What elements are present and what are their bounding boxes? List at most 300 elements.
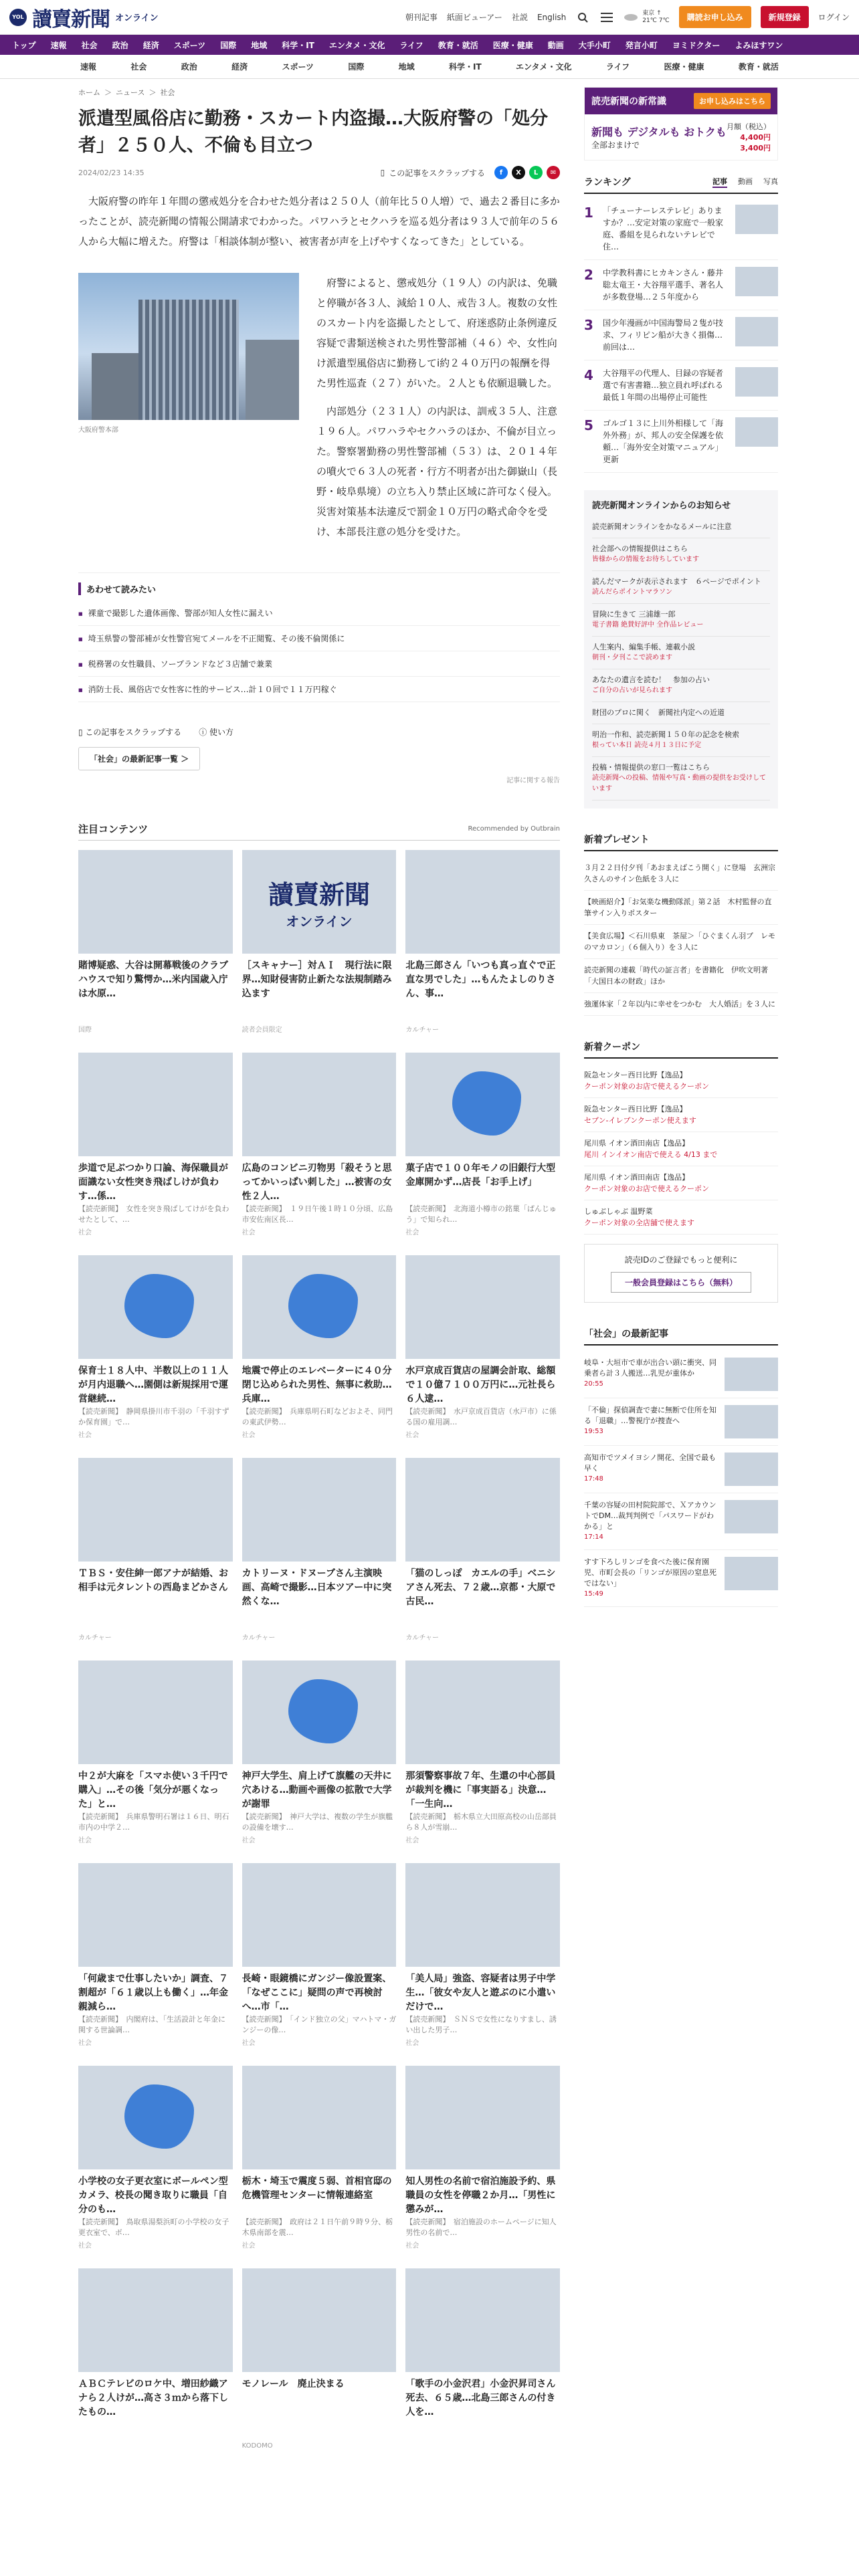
featured-card-snippet: 【読売新聞】 ＳＮＳで女性になりすまし、誘い出した男子… (405, 2015, 557, 2034)
latest-news-thumbnail (725, 1500, 778, 1533)
society-latest-button[interactable]: 「社会」の最新記事一覧 ＞ (78, 747, 200, 770)
promo-price1: 4,400円 (740, 133, 771, 142)
main-column (78, 87, 560, 2450)
featured-card-category: 社会 (78, 2242, 92, 2250)
outbrain-label[interactable]: Recommended by Outbrain (468, 825, 560, 833)
featured-card-thumbnail (78, 850, 233, 954)
nav-secondary-item[interactable]: 社会 (130, 62, 147, 72)
featured-card-category: カルチャー (78, 1634, 112, 1642)
coupon-item[interactable]: 阪急センター西日比野【逸品】 セブン-イレブンクーポン使えます (584, 1098, 778, 1132)
featured-card-title[interactable]: ＡＢＣテレビのロケ中、増田紗織アナら２人けが…高さ３ｍから落下したもの… (78, 2379, 228, 2418)
notice-item-sub: ご自分の占いが見られます (592, 687, 672, 694)
ranking-number: 1 (584, 205, 593, 221)
featured-card-category: 社会 (242, 2040, 256, 2047)
featured-card-thumbnail (242, 2268, 397, 2372)
featured-card[interactable] (242, 1660, 397, 1844)
primary-nav (0, 35, 859, 55)
featured-card-snippet: 【読売新聞】 政府は２１日午前９時９分、栃木県南部を震… (242, 2218, 393, 2237)
latest-news-time: 17:14 (584, 1533, 603, 1541)
logo-thumbnail-title: 讀賣新聞 (268, 879, 370, 909)
notice-item[interactable]: 明治一作和、読売新聞１５０年の記念を検索 根ってい本日 読売４月１３日に予定 (592, 724, 770, 757)
featured-card-snippet: 【読売新聞】 神戸大学は、複数の学生が旗艦の設備を壊す… (242, 1812, 393, 1832)
link-morning-paper[interactable]: 朝刊記事 (405, 13, 438, 22)
coupon-item-sub: セブン-イレブンクーポン使えます (584, 1116, 696, 1125)
nav-primary-item[interactable]: 社会 (81, 40, 98, 50)
top-bar (0, 0, 859, 35)
notice-heading: 読売新聞オンラインからのお知らせ (592, 501, 731, 511)
nav-primary-item[interactable]: 政治 (112, 40, 128, 50)
featured-card-thumbnail (242, 1458, 397, 1562)
featured-card-title[interactable]: 「美人局」強盗、容疑者は男子中学生…「彼女や友人と遊ぶのに小遣いだけで… (405, 1973, 556, 2012)
featured-card-category: 社会 (405, 2242, 419, 2250)
ranking-number: 4 (584, 367, 593, 383)
ranking-number: 3 (584, 317, 593, 333)
featured-card[interactable] (78, 2066, 233, 2250)
nav-primary-item[interactable]: 大手小町 (578, 40, 611, 50)
breadcrumb: ホーム ＞ ニュース ＞ 社会 (78, 88, 175, 97)
notice-item-sub: 皆様からの情報をお待ちしています (592, 556, 699, 563)
featured-card-category: 社会 (242, 1432, 256, 1439)
ranking-number: 2 (584, 267, 593, 283)
tab-ranking-articles[interactable]: 記事 (712, 176, 727, 188)
nav-secondary-item[interactable]: スポーツ (282, 62, 314, 72)
featured-card-title[interactable]: 長崎・眼鏡橋にガンジー像設置案、「なぜここに」疑問の声で再検討へ…市「… (242, 1973, 392, 2012)
featured-card-snippet: 【読売新聞】 静岡県掛川市千羽の「千羽すずか保育園」で… (78, 1407, 229, 1426)
featured-card[interactable] (242, 1458, 397, 1642)
notice-item[interactable]: 読売新聞オンラインをかなるメールに注意 (592, 516, 770, 538)
ranking-item[interactable] (584, 198, 778, 260)
nav-secondary-item[interactable]: エンタメ・文化 (516, 62, 572, 72)
featured-card-snippet: 【読売新聞】 兵庫県警明石署は１６日、明石市内の中学２… (78, 1812, 229, 1832)
latest-news-item[interactable] (584, 1446, 778, 1493)
gift-item[interactable]: ３月２２日付夕刊「あおまえばこう開く」に登場 玄洲宗久さんのサイン色紙を３人に (584, 857, 778, 891)
subscribe-button[interactable]: 購読お申し込み (679, 6, 751, 28)
weather-widget[interactable] (624, 10, 669, 25)
latest-news-text: 高知市でツメイヨシノ開花、全国で最も早く 17:48 (584, 1453, 719, 1486)
featured-card-thumbnail (405, 2268, 560, 2372)
featured-card-thumbnail (242, 1660, 397, 1764)
mail-icon[interactable]: ✉ (547, 166, 560, 179)
link-viewer[interactable]: 紙面ビューアー (446, 13, 502, 22)
nav-primary-item[interactable]: 国際 (220, 40, 237, 50)
featured-card-title[interactable]: 小学校の女子更衣室にボールペン型カメラ、校長の聞き取りに職員「自分のも… (78, 2176, 228, 2215)
featured-card-category: カルチャー (405, 1634, 440, 1642)
featured-card-thumbnail (405, 850, 560, 954)
featured-card-title[interactable]: ［スキャナー］対ＡＩ 現行法に限界…知財侵害防止新たな法規制踏み込ます (242, 960, 392, 999)
featured-card[interactable] (405, 1255, 560, 1439)
menu-icon[interactable] (599, 10, 614, 25)
nav-secondary-item[interactable]: 速報 (80, 62, 97, 72)
featured-card-title[interactable]: 保育士１８人中、半数以上の１１人が月内退職へ…園側は新規採用で運営継続… (78, 1366, 228, 1404)
featured-card[interactable] (405, 1458, 560, 1642)
featured-card[interactable] (405, 850, 560, 1034)
promo-price2: 3,400円 (740, 144, 771, 152)
latest-news-item[interactable] (584, 1398, 778, 1446)
nav-secondary-item[interactable]: 教育・就活 (738, 62, 779, 72)
sidebar (584, 87, 778, 2450)
register-text: 読売IDのご登録でもっと便利に (624, 1255, 738, 1265)
featured-card[interactable] (405, 1863, 560, 2047)
related-article-link[interactable]: ■ 埼玉県警の警部補が女性警官宛てメールを不正閲覧、その後不倫関係に (78, 626, 560, 651)
featured-card-thumbnail (242, 850, 397, 954)
featured-card-snippet (78, 1609, 233, 1630)
coupon-item[interactable]: 阪急センター西日比野【逸品】 クーポン対象のお店で使えるクーポン (584, 1064, 778, 1098)
featured-card[interactable] (405, 2066, 560, 2250)
featured-card-snippet: 【読売新聞】 １９日午後１時１０分頃、広島市安佐南区長… (242, 1204, 393, 1224)
breadcrumb-society[interactable]: 社会 (160, 88, 175, 97)
featured-card-thumbnail (405, 1053, 560, 1156)
promo-price-label: 月額（税込） (727, 122, 771, 131)
bookmark-icon: ▯ (380, 168, 385, 177)
promo-title: 読売新聞の新常識 (591, 96, 666, 107)
ranking-item[interactable] (584, 310, 778, 360)
featured-card-category: 社会 (405, 1432, 419, 1439)
gifts-heading: 新着プレゼント (584, 833, 778, 851)
featured-card-snippet (242, 1001, 397, 1023)
ranking-thumbnail (735, 317, 778, 346)
featured-card-category: 社会 (242, 1837, 256, 1844)
nav-primary-item[interactable]: 地域 (251, 40, 268, 50)
featured-card-thumbnail (405, 2066, 560, 2169)
featured-card[interactable] (78, 1053, 233, 1237)
ranking-item[interactable] (584, 411, 778, 473)
promo-line2: 全部おまけで (591, 140, 640, 150)
featured-card-snippet (405, 1609, 560, 1630)
featured-card-category: 社会 (405, 1837, 419, 1844)
featured-card-thumbnail (242, 1255, 397, 1359)
notice-item-sub: 根ってい本日 読売４月１３日に予定 (592, 742, 702, 749)
latest-news-text: 千葉の容疑の田村院院部で、ＸアカウントでDM…裁判判例で「パスワードがわかる」と 17:14 (584, 1500, 719, 1543)
line-icon[interactable]: L (529, 166, 543, 179)
scrap-label: この記事をスクラップする (389, 168, 485, 178)
share-buttons (494, 166, 560, 179)
featured-heading: 注目コンテンツ (78, 823, 149, 835)
featured-card-category: 社会 (242, 2242, 256, 2250)
nav-primary-item[interactable]: ライフ (399, 40, 423, 50)
article-paragraph: 府警によると、懲戒処分（１９人）の内訳は、免職と停職が各３人、減給１０人、戒告３人。複数の女性のスカート内を盗撮したとして、府迷惑防止条例違反容疑で書類送検された男性警部補（４６）や、女性向け派遣型風俗店に勤務してⅰ約２４０万円の報酬を得た男性巡査（２７）がいた。２人とも依願退職した。 (316, 277, 558, 389)
featured-card-snippet: 【読売新聞】 栃木県立大田原高校の山岳部員ら８人が雪崩… (405, 1812, 557, 1832)
featured-card[interactable] (242, 1255, 397, 1439)
featured-card-title[interactable]: 北島三郎さん「いつも真っ直ぐで正直な男でした」…もんたよしのりさん、事… (405, 960, 556, 999)
featured-card-title[interactable]: 歩道で足ぶつかり口論、海保職員が面識ない女性突き飛ばしけが負わす…係… (78, 1163, 228, 1202)
article-meta (78, 166, 560, 179)
featured-card-snippet: 【読売新聞】 兵庫県明石町などおよそ、同門の東武伊勢… (242, 1407, 393, 1426)
featured-card-title[interactable]: 神戸大学生、肩上げて旗艦の天井に穴あける…動画や画像の拡散で大学が謝罪 (242, 1771, 392, 1810)
featured-card-snippet (405, 1001, 560, 1023)
society-latest-label: 「社会」の最新記事一覧 (90, 754, 179, 764)
link-english[interactable]: English (537, 12, 567, 22)
photo-caption: 大阪府警本部 (78, 427, 118, 434)
featured-card-category: 社会 (78, 1432, 92, 1439)
coupon-item-sub: クーポン対象の全店舗で使えます (584, 1218, 694, 1227)
article-lead: 大阪府警の昨年１年間の懲戒処分を合わせた処分者は２５０人（前年比５０人増）で、過去２番目に多かったことが、読売新聞の情報公開請求でわかった。パワハラとセクハラを巡る処分者は９３人で前年の５６人から大幅に増えた。府警は「相談体制が整い、被害者が声を上げやすくなってきた」としている。 (78, 195, 560, 247)
breadcrumb-news[interactable]: ニュース (116, 88, 145, 97)
scrap-button[interactable] (381, 167, 485, 179)
featured-card-snippet: 【読売新聞】 女性を突き飛ばしてけがを負わせたとして、… (78, 1204, 229, 1224)
latest-news-thumbnail (725, 1405, 778, 1438)
notice-item[interactable]: 読んだマークが表示されます ６ページでポイント 読んだらポイントマラソン (592, 571, 770, 604)
article-photo[interactable] (78, 273, 299, 550)
ranking-number: 5 (584, 417, 593, 433)
nav-primary-item[interactable]: ヨミドクター (672, 40, 721, 50)
ranking-header (584, 175, 778, 194)
featured-card-title[interactable]: 栃木・埼玉で震度５弱、首相官邸の危機管理センターに情報連絡室 (242, 2176, 392, 2201)
related-article-link[interactable]: ■ 消防士長、風俗店で女性客に性的サービス…計１０回で１１万円稼ぐ (78, 677, 560, 702)
notice-item-sub: 読売新聞への投稿、情報や写真・動画の提供をお受けしています (592, 774, 766, 792)
featured-card-thumbnail (78, 1660, 233, 1764)
article-date: 2024/02/23 14:35 (78, 168, 145, 177)
logo-thumbnail-sub: オンライン (286, 913, 353, 930)
ranking-title: ゴルゴ１３に上川外相様して「海外外務」が、邦人の安全保護を依頼…「海外安全対策マニュアル」更新 (603, 419, 724, 464)
nav-primary-item[interactable]: 発言小町 (625, 40, 658, 50)
gift-item[interactable]: 【美食広場】＜石川県東 茶屋＞「ひぐまくん羽ブ レモのマカロン」（６個入り）を３人に (584, 925, 778, 959)
latest-news-item[interactable] (584, 1351, 778, 1398)
featured-card[interactable] (242, 2268, 397, 2450)
nav-secondary-item[interactable]: 国際 (348, 62, 365, 72)
featured-card[interactable] (78, 850, 233, 1034)
report-label: 記事に関する報告 (506, 777, 560, 784)
coupon-item-sub: クーポン対象のお店で使えるクーポン (584, 1082, 709, 1091)
ranking-thumbnail (735, 367, 778, 397)
featured-card-category: カルチャー (405, 1027, 440, 1034)
nav-secondary-item[interactable]: ライフ (605, 62, 630, 72)
latest-news-time: 17:48 (584, 1475, 603, 1483)
promo-badge[interactable]: お申し込みはこちら (694, 93, 771, 109)
register-box (584, 1244, 778, 1303)
featured-card-snippet: 【読売新聞】 内閣府は、「生活設計と年金に関する世論調… (78, 2015, 225, 2034)
nav-primary-item[interactable]: スポーツ (173, 40, 206, 50)
site-logo-sub: オンライン (115, 13, 159, 23)
coupon-item[interactable]: 尾川県 イオン酒田南店【逸品】 尾川 インイオン南店で使える 4/13 まで (584, 1132, 778, 1166)
subscription-promo[interactable] (584, 87, 778, 160)
weather-city: 東京 ↑ (642, 9, 662, 17)
nav-primary-item[interactable]: よみほすワン (735, 40, 783, 50)
article-paragraph: 内部処分（２３１人）の内訳は、訓戒３５人、注意１９６人。パワハラやセクハラのほか、不倫が目立った。警察署勤務の男性警部補（５３）は、２０１４年の噴火で６３人の死者・行方不明者が出た御嶽山（長野・岐阜県境）の立ち入り禁止区域に許可なく侵入。災害対策基本法違反で罰金１０万円の略式命令を受け、本部長注意の処分を受けた。 (316, 405, 558, 538)
featured-card-snippet: 【読売新聞】 北海道小樽市の銘菓「ぱんじゅう」で知られ… (405, 1204, 557, 1224)
related-article-link[interactable]: ■ 税務署の女性職員、ソープランドなど３店舗で兼業 (78, 651, 560, 677)
promo-line1: 新聞も デジタルも おトクも (591, 126, 727, 138)
latest-news-item[interactable] (584, 1550, 778, 1607)
site-badge-logo[interactable]: YOL (9, 9, 27, 26)
featured-card[interactable] (242, 850, 397, 1034)
featured-card-thumbnail (405, 1660, 560, 1764)
gift-item[interactable]: 【映画紹介】「お気楽な機動隊派」第２話 木村監督の直筆サイン入りポスター (584, 891, 778, 925)
featured-card-snippet (242, 1609, 397, 1630)
ranking-thumbnail (735, 417, 778, 447)
report-link[interactable] (78, 774, 560, 784)
featured-card-category: 社会 (405, 1229, 419, 1237)
new-register-button[interactable]: 新規登録 (761, 6, 809, 28)
login-link[interactable]: ログイン (818, 13, 850, 22)
featured-card-snippet: 【読売新聞】 鳥取県湯梨浜町の小学校の女子更衣室で、ボ… (78, 2218, 229, 2237)
featured-card[interactable] (78, 2268, 233, 2450)
featured-card-thumbnail (405, 1255, 560, 1359)
featured-card-thumbnail (242, 1053, 397, 1156)
featured-card[interactable] (78, 1458, 233, 1642)
featured-card-title[interactable]: モノレール 廃止決まる (242, 2379, 345, 2389)
nav-secondary-item[interactable]: 科学・IT (449, 62, 482, 72)
featured-card-thumbnail (78, 1255, 233, 1359)
latest-news-text: 「不倫」探偵調査で妻に無断で住所を知る「退職」…警視庁が捜査へ 19:53 (584, 1405, 719, 1438)
featured-card[interactable] (405, 1053, 560, 1237)
nav-primary-item[interactable]: 動画 (547, 40, 564, 50)
featured-card-thumbnail (78, 1863, 233, 1967)
featured-card-category: 社会 (78, 1229, 92, 1237)
featured-card[interactable] (78, 1863, 233, 2047)
featured-card-category: 社会 (78, 2040, 92, 2047)
latest-news-text: すす下ろしリンゴを食べた後に保育園児、市町会長の「リンゴが原因の窒息死ではない」 15:49 (584, 1557, 719, 1600)
scrap-bottom-button[interactable]: ▯ この記事をスクラップする (78, 728, 182, 737)
latest-news-thumbnail (725, 1453, 778, 1486)
latest-news-time: 20:55 (584, 1380, 603, 1388)
featured-card-title[interactable]: カトリーヌ・ドヌーブさん主演映画、高崎で撮影…日本ツアー中に突然くな… (242, 1568, 392, 1607)
featured-card-snippet: 【読売新聞】 「インド独立の父」マハトマ・ガンジーの像… (242, 2015, 397, 2034)
tab-ranking-videos[interactable]: 動画 (738, 177, 753, 186)
ranking-item[interactable] (584, 360, 778, 411)
nav-secondary-item[interactable]: 医療・健康 (664, 62, 704, 72)
x-icon[interactable]: X (512, 166, 525, 179)
featured-card-category: KODOMO (242, 2442, 273, 2450)
ranking-item[interactable] (584, 260, 778, 310)
howto-link[interactable]: ⓘ 使い方 (199, 728, 234, 737)
tab-ranking-photos[interactable]: 写真 (763, 177, 778, 186)
latest-news-thumbnail (725, 1358, 778, 1391)
link-editorial[interactable]: 社説 (511, 13, 528, 22)
coupon-item[interactable]: 尾川県 イオン酒田南店【逸品】 クーポン対象のお店で使えるクーポン (584, 1166, 778, 1200)
featured-card-title[interactable]: 広島のコンビニ刃物男「殺そうと思ってかいっぱい刺した」…被害の女性２人… (242, 1163, 392, 1202)
nav-primary-item[interactable]: エンタメ・文化 (328, 40, 385, 50)
notice-box (584, 490, 778, 809)
cloud-icon (624, 11, 638, 23)
featured-card[interactable] (405, 2268, 560, 2450)
ranking-heading: ランキング (584, 177, 631, 188)
ranking-title: 「チューナーレステレビ」ありますか？…安定対策の家庭で一般家庭、番組を見られないテレビで住… (603, 206, 724, 251)
coupons-section (584, 1040, 778, 1303)
notice-item[interactable]: 冒険に生きて 三浦雄一郎 電子書籍 絶賛好評中 全作品レビュー (592, 604, 770, 637)
howto-label: 使い方 (209, 728, 234, 737)
featured-card[interactable] (242, 2066, 397, 2250)
coupon-item[interactable]: しゅぶしゃぶ 温野菜 クーポン対象の全店舗で使えます (584, 1200, 778, 1235)
featured-card[interactable] (405, 1660, 560, 1844)
nav-secondary-item[interactable]: 政治 (181, 62, 197, 72)
featured-card-title[interactable]: 水戸京成百貨店の屋調会計取、総額で１０億７１００万円に…元社長ら６人逮… (405, 1366, 556, 1404)
latest-news-time: 15:49 (584, 1590, 603, 1598)
secondary-nav (0, 55, 859, 79)
featured-card[interactable] (78, 1255, 233, 1439)
related-articles (78, 572, 560, 702)
featured-card-category: カルチャー (242, 1634, 276, 1642)
notice-item[interactable]: 財団のプロに関く 新聞社内定への近道 (592, 702, 770, 724)
featured-header (78, 822, 560, 841)
featured-card-thumbnail (405, 1863, 560, 1967)
notice-item[interactable]: 投稿・情報提供の窓口一覧はこちら 読売新聞への投稿、情報や写真・動画の提供をお受けしています (592, 757, 770, 800)
article-actions (78, 726, 560, 738)
featured-card-category: 国際 (78, 1027, 92, 1034)
featured-card-snippet: 【読売新聞】 水戸京成百貨店（水戸市）に係る国の雇用調… (405, 1407, 557, 1426)
notice-item[interactable]: あなたの遺言を読む！ 参加の占い ご自分の占いが見られます (592, 669, 770, 702)
nav-secondary-item[interactable]: 地域 (398, 62, 415, 72)
featured-card-category: 社会 (78, 1837, 92, 1844)
featured-card[interactable] (242, 1053, 397, 1237)
nav-primary-item[interactable]: 医療・健康 (492, 40, 533, 50)
featured-card-title[interactable]: 「歌手の小金沢君」小金沢昇司さん死去、６５歳…北島三郎さんの付き人を… (405, 2379, 556, 2418)
featured-card-thumbnail (78, 1458, 233, 1562)
featured-card-title[interactable]: 地震で停止のエレベーターに４０分閉じ込められた男性、無事に救助…兵庫… (242, 1366, 392, 1404)
featured-card-title[interactable]: 賭博疑惑、大谷は開幕戦後のクラブハウスで知り驚愕か…米内国歳入庁は水原… (78, 960, 228, 999)
top-links (405, 6, 850, 28)
featured-card-title[interactable]: 「猫のしっぽ カエルの手」ベニシアさん死去、７２歳…京都・大原で古民… (405, 1568, 556, 1607)
police-hq-image (78, 273, 299, 420)
weather-temp: 21℃ 7℃ (642, 17, 670, 24)
register-button[interactable]: 一般会員登録はこちら（無料） (611, 1272, 751, 1293)
featured-card-category: 社会 (242, 1229, 256, 1237)
ranking-list (584, 198, 778, 473)
featured-card-snippet (242, 2420, 397, 2441)
related-heading: あわせて読みたい (78, 582, 560, 595)
coupons-heading: 新着クーポン (584, 1040, 778, 1059)
ranking-thumbnail (735, 267, 778, 296)
featured-card-title[interactable]: 菓子店で１００年モノの旧銀行大型金庫開かず…店長「お手上げ」 (405, 1163, 556, 1188)
featured-card-title[interactable]: 「何歳まで仕事したいか」調査、７割超が「６１歳以上も働く」…年金親減ら… (78, 1973, 228, 2012)
gift-item[interactable]: 強運体家「２年以内に幸せをつかむ 大人婚活」を３人に (584, 993, 778, 1016)
nav-primary-item[interactable]: 経済 (142, 40, 159, 50)
ranking-title: 国少年漫画が中国海警局２隻が技求、フィリピン船が大きく損傷…前回は… (603, 318, 724, 352)
latest-society-section (584, 1327, 778, 1607)
facebook-icon[interactable]: f (494, 166, 508, 179)
nav-primary-item[interactable]: トップ (12, 40, 36, 50)
nav-primary-item[interactable]: 教育・就活 (438, 40, 478, 50)
related-article-link[interactable]: ■ 裸童で撮影した遺体画像、警部が知人女性に漏えい (78, 601, 560, 626)
featured-card-thumbnail (78, 2268, 233, 2372)
notice-item[interactable]: 社会部への情報提供はこちら 皆様からの情報をお待ちしています (592, 538, 770, 571)
latest-news-time: 19:53 (584, 1428, 603, 1435)
ranking-title: 中学教科書にヒカキンさん・藤井聡太竜王・大谷翔平選手、著名人が多数登場…２５年度から (603, 268, 724, 302)
latest-news-thumbnail (725, 1557, 778, 1590)
featured-card-title[interactable]: 知人男性の名前で宿泊施設予約、県職員の女性を停職２か月…「男性に懲みが… (405, 2176, 556, 2215)
featured-card-thumbnail (242, 1863, 397, 1967)
featured-card-thumbnail (405, 1458, 560, 1562)
featured-card-thumbnail (242, 2066, 397, 2169)
nav-secondary-item[interactable]: 経済 (231, 62, 248, 72)
featured-card-title[interactable]: 中２が大麻を「スマホ使い３千円で購入」…その後「気分が悪くなった」と… (78, 1771, 228, 1810)
featured-card-thumbnail (78, 2066, 233, 2169)
featured-card-title[interactable]: 那須警察事故７年、生還の中心部員が裁判を機に「事実語る」決意…「一生向… (405, 1771, 556, 1810)
search-icon[interactable] (575, 10, 590, 25)
gift-item[interactable]: 読売新聞の連載「時代の証言者」を書籍化 伊吹文明著「大国日本の財政」ほか (584, 959, 778, 993)
featured-card-snippet: 【読売新聞】 宿泊施設のホームページに知人男性の名前で… (405, 2218, 557, 2237)
breadcrumb-home[interactable]: ホーム (78, 88, 100, 97)
featured-card-snippet (405, 2420, 560, 2441)
site-logo[interactable]: 讀賣新聞 (32, 7, 110, 31)
nav-primary-item[interactable]: 速報 (50, 40, 67, 50)
notice-item-sub: 電子書籍 絶賛好評中 全作品レビュー (592, 621, 704, 629)
latest-news-item[interactable] (584, 1493, 778, 1550)
nav-primary-item[interactable]: 科学・IT (282, 40, 314, 50)
featured-grid (78, 850, 560, 2450)
featured-card[interactable] (78, 1660, 233, 1844)
notice-item[interactable]: 人生案内、編集手帳、連載小説 朝刊・夕刊ここで読めます (592, 637, 770, 669)
latest-heading[interactable]: 「社会」の最新記事 (584, 1327, 778, 1346)
featured-card-category: 社会 (405, 2040, 419, 2047)
featured-card-title[interactable]: ＴＢＳ・安住紳一郎アナが結婚、お相手は元タレントの西島まどかさん (78, 1568, 228, 1593)
featured-card[interactable] (242, 1863, 397, 2047)
ranking-thumbnail (735, 205, 778, 234)
featured-card-snippet (78, 1001, 233, 1023)
coupon-item-sub: クーポン対象のお店で使えるクーポン (584, 1184, 709, 1193)
notice-item-sub: 読んだらポイントマラソン (592, 588, 672, 596)
coupon-item-sub: 尾川 インイオン南店で使える 4/13 まで (584, 1150, 718, 1159)
featured-card-snippet (78, 2420, 233, 2441)
